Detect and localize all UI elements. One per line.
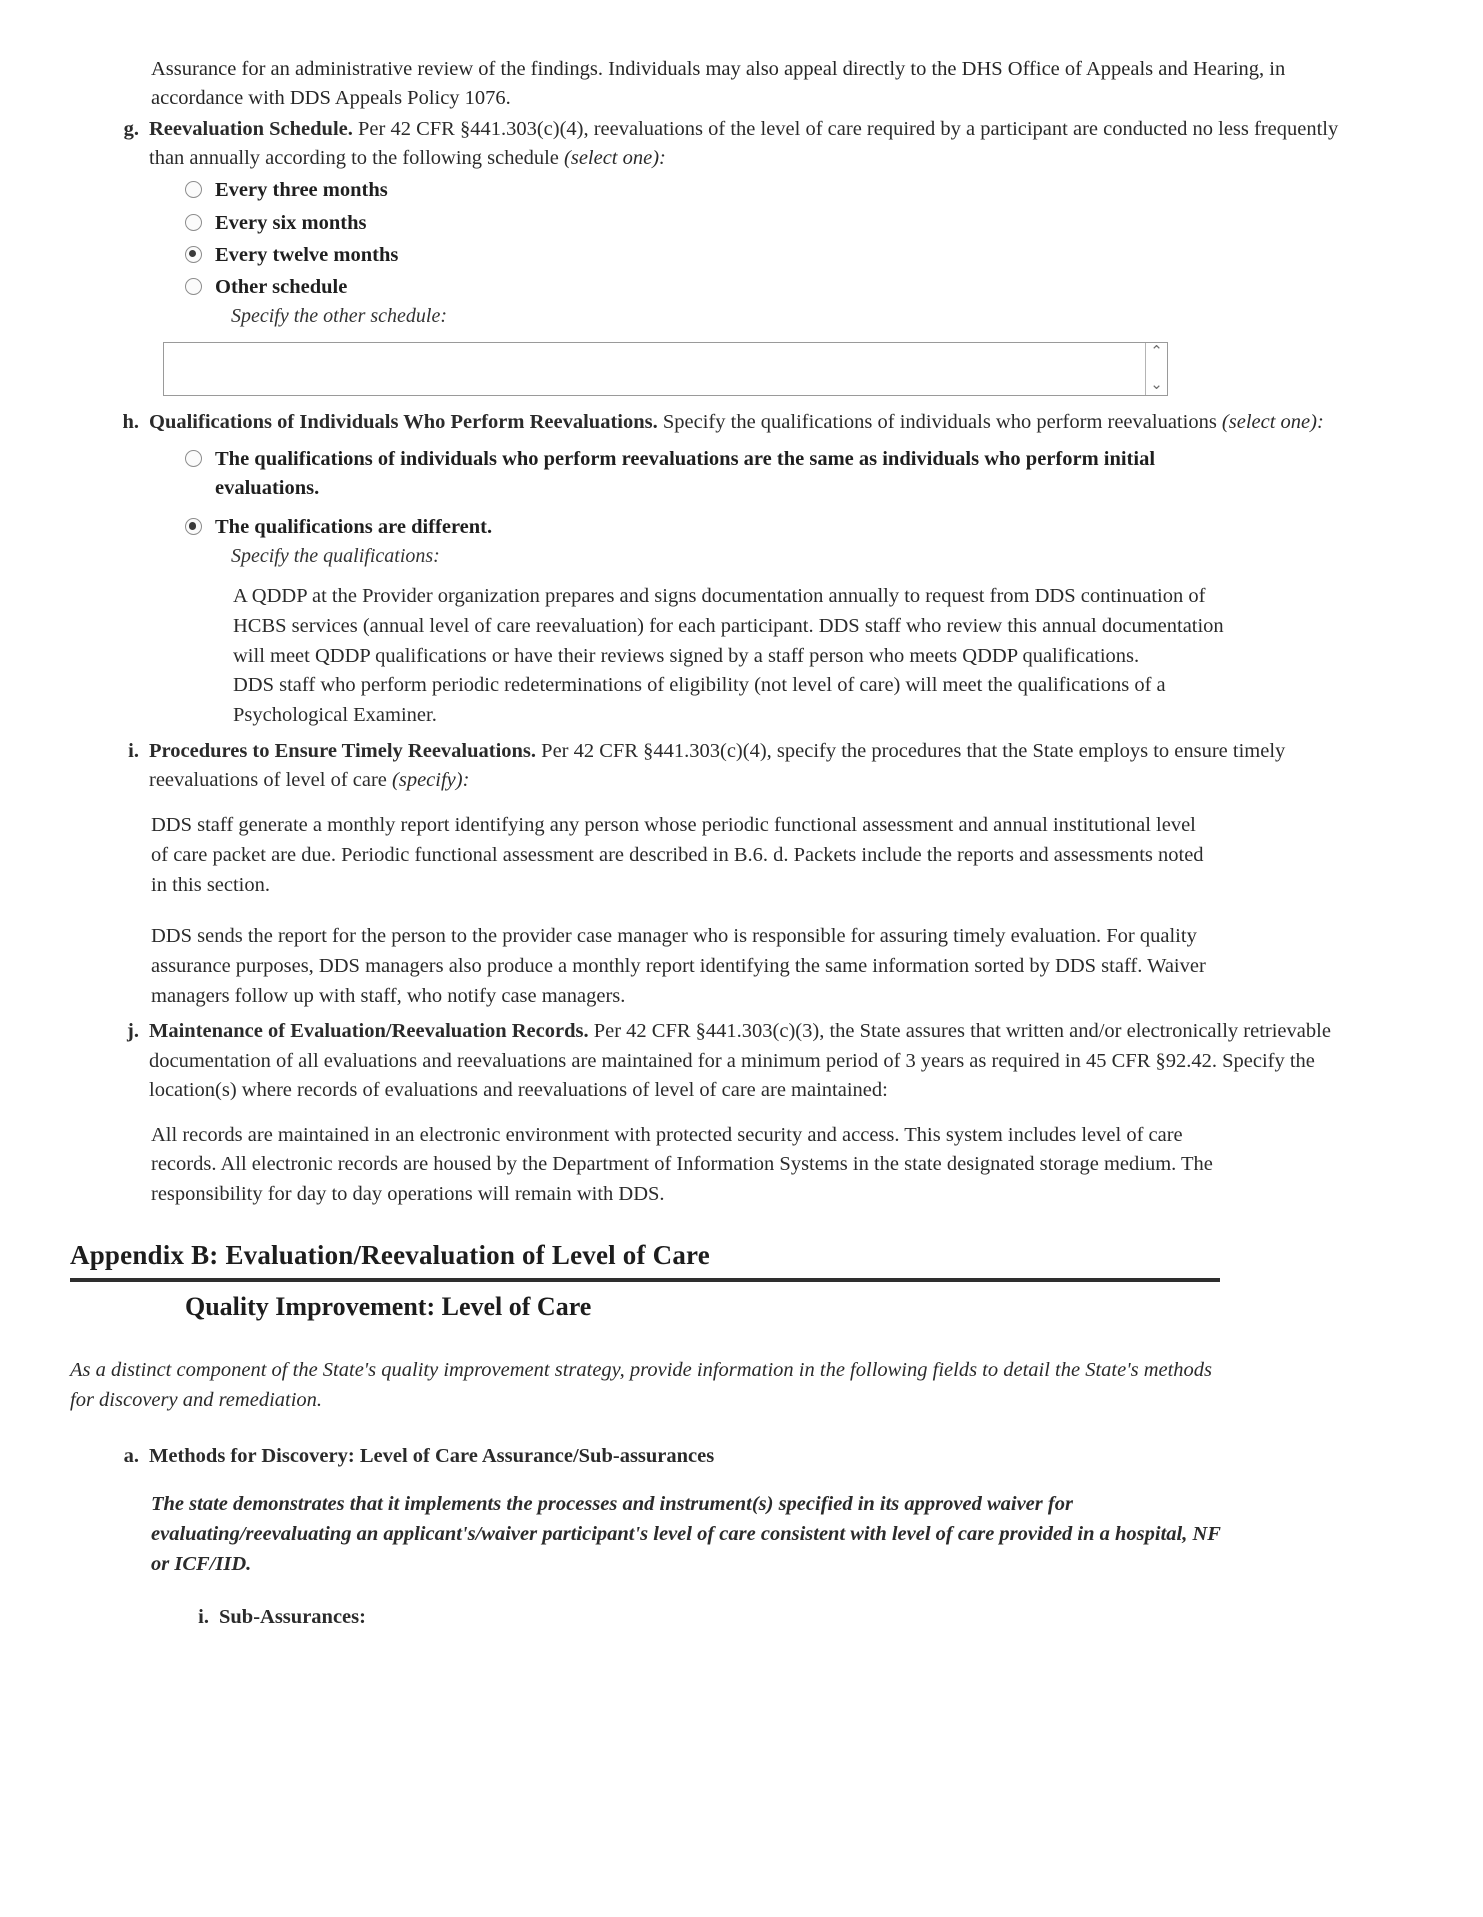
radio-option-every-six-months[interactable] [185, 209, 1368, 238]
sub-assurances-marker: i. [198, 1605, 209, 1628]
item-g [115, 115, 1368, 173]
item-i [115, 737, 1368, 795]
radio-label: Every twelve months [215, 243, 399, 266]
radio-option-other-schedule[interactable] [185, 273, 1368, 302]
item-h-options [185, 445, 1368, 568]
intro-paragraph: Assurance for an administrative review of the findings. Individuals may also appeal directly to the DHS Office of Appeals and Hearing, in accordance with DDS Appeals Policy 1076. [151, 58, 1286, 110]
appendix-heading: Appendix B: Evaluation/Reevaluation of Level of Care [70, 1239, 710, 1270]
item-j-body [149, 1017, 1368, 1104]
item-g-select-hint: (select one): [564, 147, 666, 170]
item-g-text: Per 42 CFR §441.303(c)(4), reevaluations of the level of care required by a participant are conducted no less frequently than annually according to the following schedule [149, 118, 1339, 170]
records-location-text: All records are maintained in an electronic environment with protected security and access. This system includes level of care records. All electronic records are housed by the Department of Information Systems in the state designated storage medium. The responsibility for day to day operations will remain with DDS. [151, 1123, 1213, 1206]
radio-option-every-twelve-months[interactable] [185, 241, 1368, 270]
item-j-marker: j. [127, 1020, 139, 1043]
specify-qualifications-label: Specify the qualifications: [231, 545, 440, 568]
sub-assurances-item [187, 1606, 1368, 1629]
assurance-statement: The state demonstrates that it implements the processes and instrument(s) specified in its approved waiver for evaluating/reevaluating an applicant's/waiver participant's level of care consistent with level of care provided in a hospital, NF or ICF/IID. [151, 1493, 1221, 1575]
timely-reevaluations-p1: DDS staff generate a monthly report identifying any person whose periodic functional assessment and annual institutional level of care packet are due. Periodic functional assessment are described in B.6. d. Packets include the reports and assessments noted in this section. [151, 814, 1204, 896]
radio-label: Other schedule [215, 275, 348, 298]
item-h-select-hint: (select one): [1221, 410, 1324, 433]
item-i-marker: i. [128, 739, 139, 762]
section-heading: Quality Improvement: Level of Care [185, 1291, 592, 1321]
item-j [115, 1017, 1368, 1104]
item-h-marker: h. [122, 410, 139, 433]
sub-assurances-label: Sub-Assurances: [219, 1605, 366, 1628]
qualifications-text-p2: DDS staff who perform periodic redeterminations of eligibility (not level of care) will meet the qualifications of a Psychological Examiner. [233, 674, 1166, 727]
radio-option-same-qualifications[interactable] [185, 445, 1368, 503]
item-g-title: Reevaluation Schedule. [149, 118, 353, 141]
qualifications-text-p1: A QDDP at the Provider organization prepares and signs documentation annually to request from DDS continuation of HCBS services (annual level of care reevaluation) for each participant. DDS staff who review this annual documentation will meet QDDP qualifications or have their reviews signed by a staff person who meets QDDP qualifications. [233, 585, 1224, 667]
item-i-body [149, 737, 1368, 795]
radio-icon-selected[interactable] [185, 246, 202, 263]
textarea-scrollbar[interactable] [1145, 343, 1167, 395]
item-h-title: Qualifications of Individuals Who Perform Reevaluations. [149, 410, 658, 433]
radio-label: Every three months [215, 179, 388, 202]
item-i-specify-hint: (specify): [392, 769, 470, 792]
radio-icon[interactable] [185, 450, 202, 467]
scroll-down-icon[interactable]: ⌄ [1150, 376, 1163, 393]
radio-option-every-three-months[interactable] [185, 176, 1368, 205]
scroll-up-icon[interactable]: ⌃ [1150, 343, 1163, 360]
radio-icon[interactable] [185, 214, 202, 231]
item-h-body [149, 408, 1368, 437]
item-j-text: Per 42 CFR §441.303(c)(3), the State assures that written and/or electronically retrievable documentation of all evaluations and reevaluations are maintained for a minimum period of 3 years as required in 45 CFR §92.42. Specify the location(s) where records of evaluations and reevaluations of level of care are maintained: [149, 1020, 1331, 1101]
radio-icon[interactable] [185, 181, 202, 198]
appendix-divider [70, 1278, 1220, 1282]
other-schedule-textarea[interactable] [163, 342, 1168, 396]
item-h-text: Specify the qualifications of individuals who perform reevaluations [657, 410, 1222, 433]
radio-icon-selected[interactable] [185, 518, 202, 535]
radio-label: Every six months [215, 211, 367, 234]
item-g-options [185, 176, 1368, 327]
radio-option-different-qualifications[interactable] [185, 513, 1368, 542]
specify-other-schedule-label: Specify the other schedule: [231, 304, 448, 327]
item-i-text: Per 42 CFR §441.303(c)(4), specify the procedures that the State employs to ensure timely reevaluations of level of care [149, 739, 1286, 792]
appendix-item-a-label: Methods for Discovery: Level of Care Assurance/Sub-assurances [149, 1445, 715, 1468]
appendix-item-a [115, 1445, 1368, 1468]
appendix-intro: As a distinct component of the State's quality improvement strategy, provide information in the following fields to detail the State's methods for discovery and remediation. [70, 1358, 1213, 1411]
item-j-title: Maintenance of Evaluation/Reevaluation Records. [149, 1020, 589, 1043]
radio-icon[interactable] [185, 278, 202, 295]
appendix-item-a-marker: a. [123, 1445, 139, 1468]
item-h [115, 408, 1368, 437]
item-g-body [149, 115, 1368, 173]
item-g-marker: g. [123, 118, 139, 141]
item-i-title: Procedures to Ensure Timely Reevaluations. [149, 739, 537, 762]
radio-label: The qualifications of individuals who perform reevaluations are the same as individuals who perform initial evaluations. [215, 447, 1156, 500]
radio-label: The qualifications are different. [215, 516, 493, 539]
timely-reevaluations-p2: DDS sends the report for the person to the provider case manager who is responsible for assuring timely evaluation. For quality assurance purposes, DDS managers also produce a monthly report identifying the same information sorted by DDS staff. Waiver managers follow up with staff, who notify case managers. [151, 925, 1206, 1007]
